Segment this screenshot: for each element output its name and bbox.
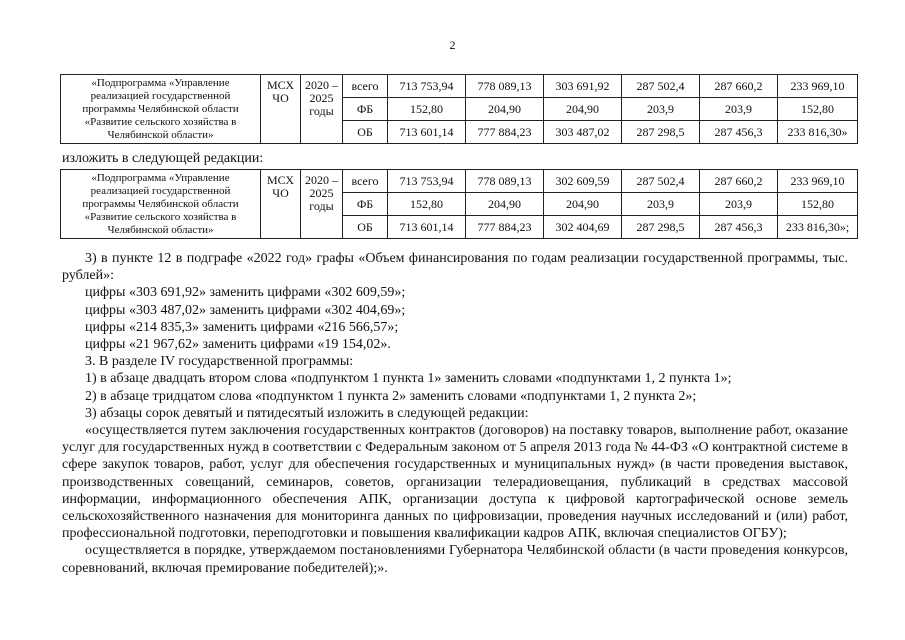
paragraph: цифры «21 967,62» заменить цифрами «19 154,02».	[85, 337, 391, 353]
value-cell: 152,80	[778, 193, 858, 216]
value-cell: 233 969,10	[778, 170, 858, 193]
value-cell: 203,9	[622, 98, 700, 121]
intro-text: изложить в следующей редакции:	[62, 151, 264, 166]
value-cell: 233 816,30»;	[778, 216, 858, 239]
program-name-cell: «Подпрограмма «Управление реализацией государственной программы Челябинской области «Развитие сельского хозяйства в Челябинской области»	[61, 170, 261, 239]
value-cell: 713 753,94	[388, 170, 466, 193]
paragraph: «осуществляется путем заключения государственных контрактов (договоров) на поставку товаров, выполнение работ, оказание услуг для государственных нужд в соответствии с Федеральным законом от 5 апреля 2013 года № 44-ФЗ «О контрактной системе в сфере закупок товаров, работ, услуг для обеспечения государственных и муниципальных нужд» (в части проведения выставок, производственных совещаний, семинаров, советов, организации телерадиовещания, публикаций в средствах массовой информации, информационного обеспечения АПК, организации доступа к цифровой картографической основе земель сельскохозяйственного назначения для мониторинга данных по цифровизации, проведения научных исследований и (или) работ, профессиональной подготовки, переподготовки и повышения квалификации кадров АПК, включая специалистов ОГБУ);	[62, 423, 848, 542]
row-label-cell: всего	[343, 75, 388, 98]
paragraph: цифры «303 487,02» заменить цифрами «302 404,69»;	[85, 302, 406, 318]
executor-cell: МСХ ЧО	[261, 75, 301, 144]
value-cell: 203,9	[700, 98, 778, 121]
value-cell: 233 969,10	[778, 75, 858, 98]
row-label-cell: ФБ	[343, 98, 388, 121]
value-cell: 287 456,3	[700, 216, 778, 239]
paragraph: 2) в абзаце тридцатом слова «подпунктом 1 пункта 2» заменить словами «подпунктами 1, 2 пункта 2»;	[85, 388, 697, 404]
value-cell: 713 753,94	[388, 75, 466, 98]
value-cell: 777 884,23	[466, 121, 544, 144]
value-cell: 303 691,92	[544, 75, 622, 98]
page-number: 2	[449, 38, 456, 52]
value-cell: 152,80	[388, 193, 466, 216]
value-cell: 287 502,4	[622, 170, 700, 193]
value-cell: 287 298,5	[622, 121, 700, 144]
body-text	[62, 250, 848, 577]
value-cell: 713 601,14	[388, 121, 466, 144]
value-cell: 777 884,23	[466, 216, 544, 239]
table-row	[61, 170, 858, 193]
paragraph: цифры «303 691,92» заменить цифрами «302 609,59»;	[85, 285, 406, 301]
period-cell: 2020 – 2025 годы	[301, 170, 343, 239]
value-cell: 204,90	[466, 98, 544, 121]
table-row	[61, 75, 858, 98]
row-label-cell: ОБ	[343, 121, 388, 144]
row-label-cell: ФБ	[343, 193, 388, 216]
value-cell: 204,90	[466, 193, 544, 216]
value-cell: 203,9	[622, 193, 700, 216]
value-cell: 204,90	[544, 193, 622, 216]
value-cell: 233 816,30»	[778, 121, 858, 144]
row-label-cell: ОБ	[343, 216, 388, 239]
finance-table-new	[60, 169, 858, 239]
paragraph: цифры «214 835,3» заменить цифрами «216 566,57»;	[85, 319, 399, 335]
value-cell: 152,80	[388, 98, 466, 121]
value-cell: 203,9	[700, 193, 778, 216]
value-cell: 302 404,69	[544, 216, 622, 239]
value-cell: 302 609,59	[544, 170, 622, 193]
value-cell: 287 660,2	[700, 75, 778, 98]
paragraph: осуществляется в порядке, утверждаемом постановлениями Губернатора Челябинской области (в части проведения конкурсов, соревнований, включая премирование победителей);».	[62, 543, 848, 576]
row-label-cell: всего	[343, 170, 388, 193]
value-cell: 287 502,4	[622, 75, 700, 98]
paragraph: 3) абзацы сорок девятый и пятидесятый изложить в следующей редакции:	[85, 405, 529, 421]
value-cell: 287 456,3	[700, 121, 778, 144]
value-cell: 287 298,5	[622, 216, 700, 239]
value-cell: 287 660,2	[700, 170, 778, 193]
value-cell: 778 089,13	[466, 75, 544, 98]
value-cell: 303 487,02	[544, 121, 622, 144]
period-cell: 2020 – 2025 годы	[301, 75, 343, 144]
paragraph: 1) в абзаце двадцать втором слова «подпунктом 1 пункта 1» заменить словами «подпунктами 1, 2 пункта 1»;	[85, 371, 732, 387]
value-cell: 778 089,13	[466, 170, 544, 193]
finance-table-old	[60, 74, 858, 144]
value-cell: 204,90	[544, 98, 622, 121]
value-cell: 152,80	[778, 98, 858, 121]
paragraph: 3. В разделе IV государственной программы:	[85, 354, 354, 370]
value-cell: 713 601,14	[388, 216, 466, 239]
paragraph: 3) в пункте 12 в подграфе «2022 год» графы «Объем финансирования по годам реализации государственной программы, тыс. рублей»:	[62, 251, 848, 284]
executor-cell: МСХ ЧО	[261, 170, 301, 239]
program-name-cell: «Подпрограмма «Управление реализацией государственной программы Челябинской области «Развитие сельского хозяйства в Челябинской области»	[61, 75, 261, 144]
